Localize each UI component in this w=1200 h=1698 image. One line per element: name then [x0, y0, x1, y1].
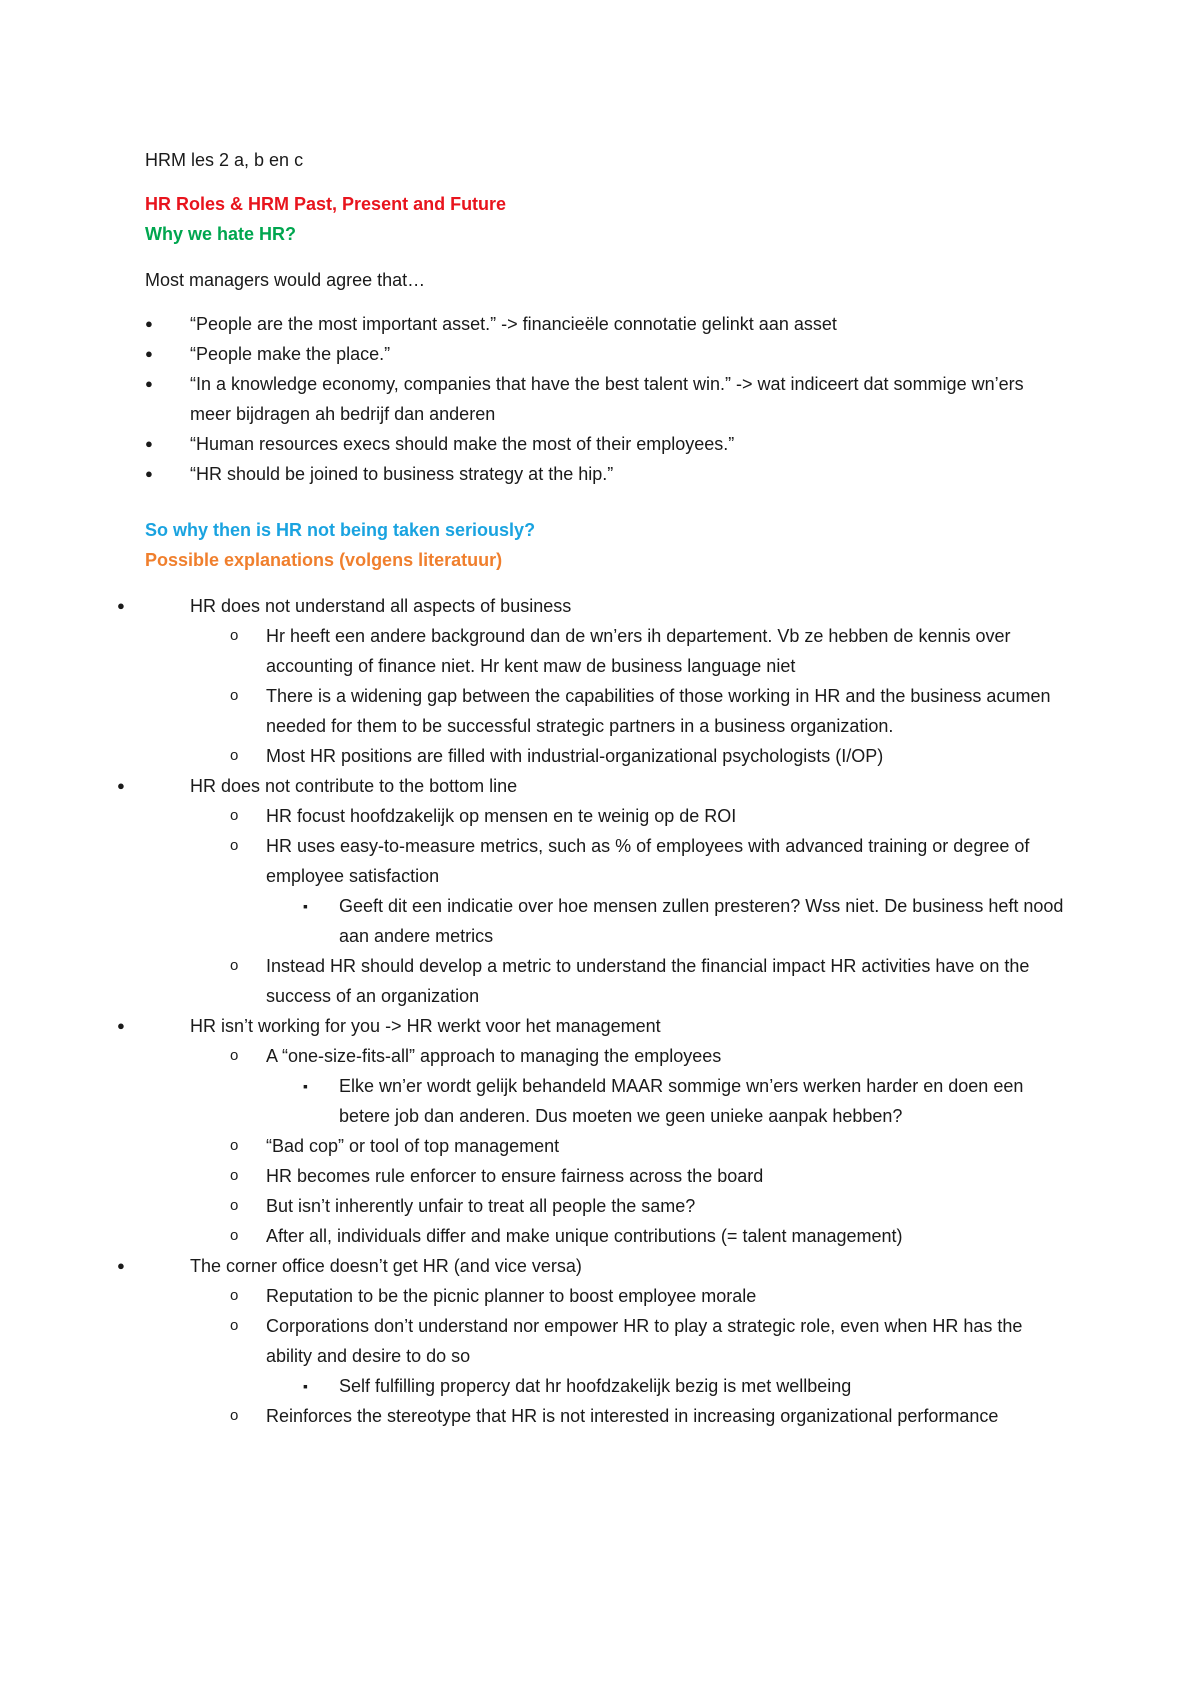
sub-sub-list-item: ▪ Geeft dit een indicatie over hoe mensen zullen presteren? Wss niet. De business heft nood aan andere metrics [303, 891, 1065, 951]
sub-list-item [230, 831, 1065, 951]
sub-list [230, 1281, 1065, 1431]
list-item [117, 1251, 1065, 1431]
sub-list-item: o Reinforces the stereotype that HR is not interested in increasing organizational performance [230, 1401, 1065, 1431]
sub-list-item: o “Bad cop” or tool of top management [230, 1131, 1065, 1161]
sub-list [230, 801, 1065, 1011]
sub-list-item [230, 1311, 1065, 1401]
list-item-text: The corner office doesn’t get HR (and vice versa) [190, 1256, 582, 1276]
heading-possible-explanations: Possible explanations (volgens literatuur) [145, 550, 503, 570]
list-item: ● “People make the place.” [145, 339, 1065, 369]
list-item [117, 591, 1065, 771]
list-item-text: HR isn’t working for you -> HR werkt voor het management [190, 1016, 661, 1036]
heading-hr-roles: HR Roles & HRM Past, Present and Future [145, 194, 507, 214]
sub-list-item: o But isn’t inherently unfair to treat all people the same? [230, 1191, 1065, 1221]
sub-sub-list [303, 1071, 1065, 1131]
quotes-list [145, 309, 1065, 489]
heading-why-we-hate-hr: Why we hate HR? [145, 224, 297, 244]
sub-list-item: o Reputation to be the picnic planner to boost employee morale [230, 1281, 1065, 1311]
sub-list-item-text: A “one-size-fits-all” approach to managing the employees [266, 1046, 722, 1066]
sub-list-item-text: HR uses easy-to-measure metrics, such as % of employees with advanced training or degree of employee satisfaction [266, 836, 1030, 886]
sub-list-item: o Hr heeft een andere background dan de wn’ers ih departement. Vb ze hebben de kennis over accounting of finance niet. Hr kent maw de business language niet [230, 621, 1065, 681]
sub-sub-list [303, 891, 1065, 951]
sub-list-item: o HR focust hoofdzakelijk op mensen en te weinig op de ROI [230, 801, 1065, 831]
sub-list-item: o There is a widening gap between the capabilities of those working in HR and the business acumen needed for them to be successful strategic partners in a business organization. [230, 681, 1065, 741]
document-title: HRM les 2 a, b en c [145, 150, 304, 170]
list-item: ● “Human resources execs should make the most of their employees.” [145, 429, 1065, 459]
list-item-text: HR does not contribute to the bottom line [190, 776, 518, 796]
sub-list-item: o Instead HR should develop a metric to understand the financial impact HR activities have on the success of an organization [230, 951, 1065, 1011]
sub-list [230, 1041, 1065, 1251]
intro-text: Most managers would agree that… [145, 270, 426, 290]
sub-list-item-text: Corporations don’t understand nor empower HR to play a strategic role, even when HR has the ability and desire to do so [266, 1316, 1023, 1366]
sub-list-item: o After all, individuals differ and make unique contributions (= talent management) [230, 1221, 1065, 1251]
sub-list-item: o Most HR positions are filled with industrial-organizational psychologists (I/OP) [230, 741, 1065, 771]
list-item [117, 1011, 1065, 1251]
document-body [145, 145, 1065, 1457]
list-item-text: HR does not understand all aspects of business [190, 596, 572, 616]
list-item: ● “In a knowledge economy, companies that have the best talent win.” -> wat indiceert dat sommige wn’ers meer bijdragen ah bedrijf dan anderen [145, 369, 1065, 429]
sub-sub-list [303, 1371, 1065, 1401]
list-item [117, 771, 1065, 1011]
list-item: ● “People are the most important asset.” -> financieële connotatie gelinkt aan asset [145, 309, 1065, 339]
heading-so-why: So why then is HR not being taken seriously? [145, 520, 536, 540]
explanations-list [117, 591, 1065, 1431]
list-item: ● “HR should be joined to business strategy at the hip.” [145, 459, 1065, 489]
sub-list [230, 621, 1065, 771]
sub-sub-list-item: ▪ Elke wn’er wordt gelijk behandeld MAAR sommige wn’ers werken harder en doen een betere job dan anderen. Dus moeten we geen unieke aanpak hebben? [303, 1071, 1065, 1131]
sub-list-item [230, 1041, 1065, 1131]
sub-sub-list-item: ▪ Self fulfilling propercy dat hr hoofdzakelijk bezig is met wellbeing [303, 1371, 1065, 1401]
sub-list-item: o HR becomes rule enforcer to ensure fairness across the board [230, 1161, 1065, 1191]
